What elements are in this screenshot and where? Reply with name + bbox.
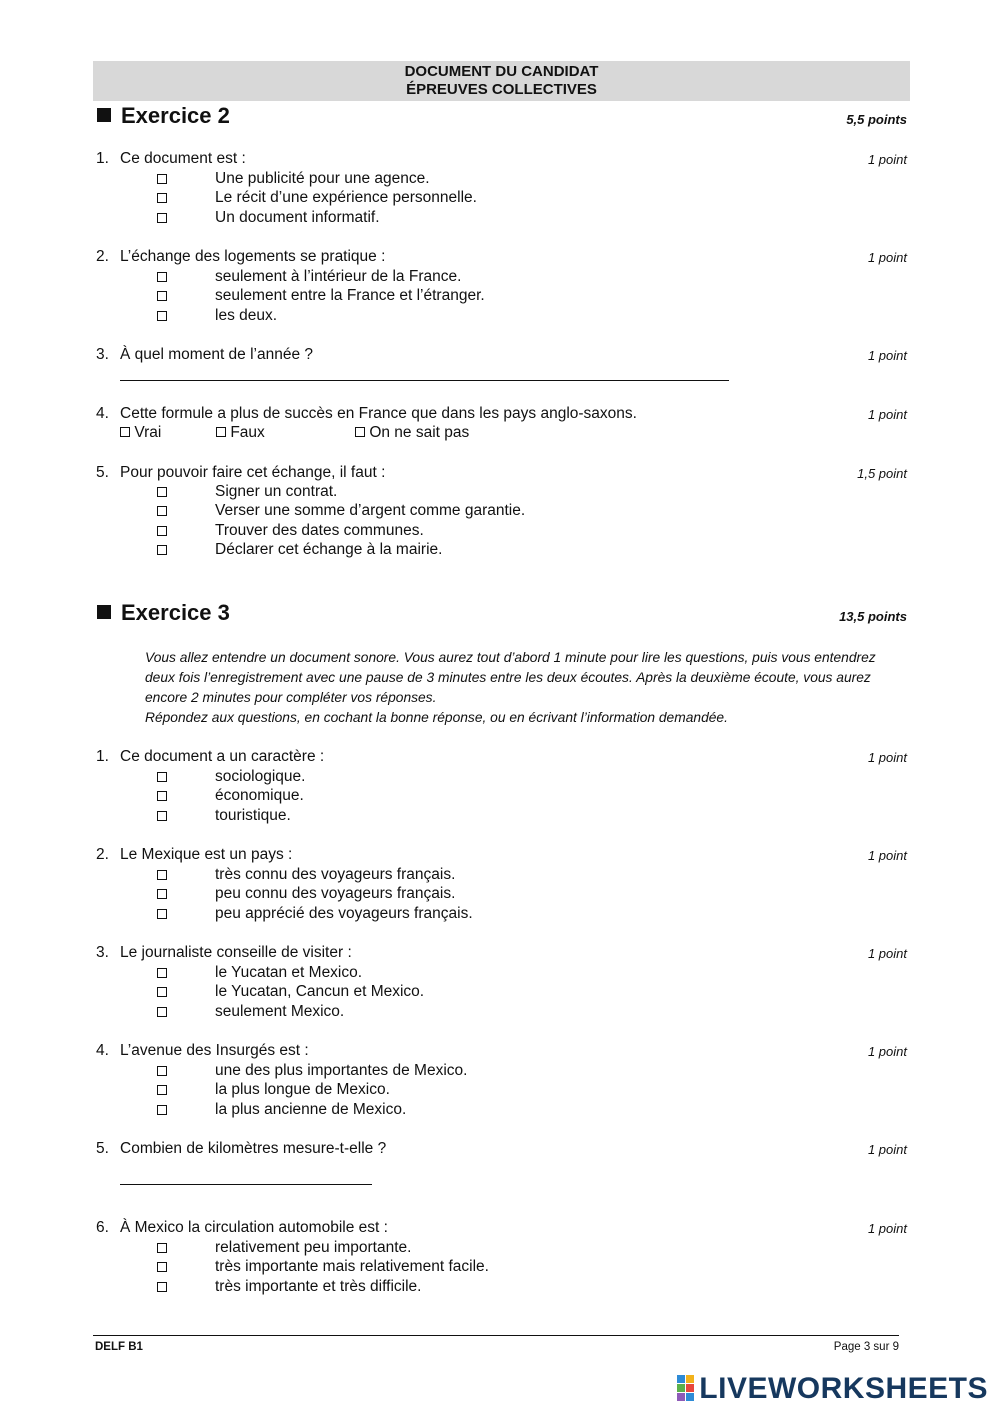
exercise-2-points: 5,5 points bbox=[846, 112, 907, 127]
checkbox[interactable] bbox=[157, 545, 167, 555]
checkbox[interactable] bbox=[157, 291, 167, 301]
ex2-question-1: 1. Ce document est : bbox=[96, 150, 246, 167]
ex2-question-4: 4. Cette formule a plus de succès en France que dans les pays anglo-saxons. bbox=[96, 405, 637, 422]
ex2-q5-option-2[interactable]: Verser une somme d’argent comme garantie. bbox=[0, 501, 1000, 521]
ex3-q4-option-1[interactable]: une des plus importantes de Mexico. bbox=[0, 1061, 1000, 1081]
ex3-question-4: 4. L’avenue des Insurgés est : bbox=[96, 1042, 309, 1059]
footer-rule bbox=[93, 1335, 899, 1336]
ex2-q1-points: 1 point bbox=[867, 152, 907, 167]
ex3-question-3: 3. Le journaliste conseille de visiter : bbox=[96, 944, 352, 961]
square-bullet-icon bbox=[97, 108, 111, 122]
document-header bbox=[93, 61, 910, 101]
ex2-q5-option-3[interactable]: Trouver des dates communes. bbox=[0, 521, 1000, 541]
ex3-q1-option-3[interactable]: touristique. bbox=[0, 806, 1000, 826]
ex2-q2-option-2[interactable]: seulement entre la France et l’étranger. bbox=[0, 286, 1000, 306]
ex2-q3-answer-line[interactable] bbox=[120, 380, 729, 381]
checkbox[interactable] bbox=[157, 889, 167, 899]
ex2-q3-points: 1 point bbox=[867, 348, 907, 363]
checkbox[interactable] bbox=[157, 968, 167, 978]
ex3-q2-option-1[interactable]: très connu des voyageurs français. bbox=[0, 865, 1000, 885]
checkbox[interactable] bbox=[157, 174, 167, 184]
ex3-q6-points: 1 point bbox=[867, 1221, 907, 1236]
ex2-q5-option-1[interactable]: Signer un contrat. bbox=[0, 482, 1000, 502]
ex3-q5-answer-line[interactable] bbox=[120, 1184, 372, 1185]
ex2-q1-option-2[interactable]: Le récit d’une expérience personnelle. bbox=[0, 188, 1000, 208]
checkbox[interactable] bbox=[157, 1105, 167, 1115]
checkbox[interactable] bbox=[157, 811, 167, 821]
ex2-q2-points: 1 point bbox=[867, 250, 907, 265]
ex3-q3-option-2[interactable]: le Yucatan, Cancun et Mexico. bbox=[0, 982, 1000, 1002]
exercise-3-instructions: Vous allez entendre un document sonore. Vous aurez tout d’abord 1 minute pour lire les questions, puis vous entendrez deux fois l’enregistrement avec une pause de 3 minutes entre les deux écoutes. Après la deuxième écoute, vous aurez encore 2 minutes pour compléter vos réponses. Répondez aux questions, en cochant la bonne réponse, ou en écrivant l’information demandée. bbox=[145, 650, 876, 725]
checkbox[interactable] bbox=[157, 1085, 167, 1095]
ex3-question-6: 6. À Mexico la circulation automobile est : bbox=[96, 1219, 388, 1236]
ex3-q1-option-2[interactable]: économique. bbox=[0, 786, 1000, 806]
ex2-q5-option-4[interactable]: Déclarer cet échange à la mairie. bbox=[0, 540, 1000, 560]
ex2-q2-option-1[interactable]: seulement à l’intérieur de la France. bbox=[0, 267, 1000, 287]
ex3-question-2: 2. Le Mexique est un pays : bbox=[96, 846, 293, 863]
checkbox[interactable] bbox=[157, 1262, 167, 1272]
ex3-q3-option-1[interactable]: le Yucatan et Mexico. bbox=[0, 963, 1000, 983]
checkbox[interactable] bbox=[157, 1243, 167, 1253]
checkbox[interactable] bbox=[157, 1007, 167, 1017]
ex3-q2-points: 1 point bbox=[867, 848, 907, 863]
checkbox[interactable] bbox=[120, 427, 130, 437]
checkbox[interactable] bbox=[157, 1282, 167, 1292]
checkbox[interactable] bbox=[157, 506, 167, 516]
ex2-q4-option-vrai[interactable]: Vrai bbox=[120, 423, 161, 443]
ex2-q4-option-faux[interactable]: Faux bbox=[216, 423, 265, 443]
checkbox[interactable] bbox=[157, 772, 167, 782]
ex2-q4-points: 1 point bbox=[867, 407, 907, 422]
exercise-3-title: Exercice 3 bbox=[97, 600, 230, 626]
checkbox[interactable] bbox=[216, 427, 226, 437]
ex2-q4-option-on-ne-sait-pas[interactable]: On ne sait pas bbox=[355, 423, 469, 443]
header-line-2: ÉPREUVES COLLECTIVES bbox=[406, 81, 597, 98]
ex2-q2-option-3[interactable]: les deux. bbox=[0, 306, 1000, 326]
ex3-q1-points: 1 point bbox=[867, 750, 907, 765]
ex3-q5-points: 1 point bbox=[867, 1142, 907, 1157]
liveworksheets-logo: LIVEWORKSHEETS bbox=[677, 1372, 988, 1406]
checkbox[interactable] bbox=[157, 1066, 167, 1076]
checkbox[interactable] bbox=[157, 909, 167, 919]
checkbox[interactable] bbox=[355, 427, 365, 437]
checkbox[interactable] bbox=[157, 311, 167, 321]
ex3-question-1: 1. Ce document a un caractère : bbox=[96, 748, 325, 765]
checkbox[interactable] bbox=[157, 526, 167, 536]
ex3-q2-option-3[interactable]: peu apprécié des voyageurs français. bbox=[0, 904, 1000, 924]
square-bullet-icon bbox=[97, 605, 111, 619]
footer-exam-label: DELF B1 bbox=[95, 1341, 143, 1353]
ex3-q4-option-2[interactable]: la plus longue de Mexico. bbox=[0, 1080, 1000, 1100]
ex3-q6-option-3[interactable]: très importante et très difficile. bbox=[0, 1277, 1000, 1297]
exercise-2-title: Exercice 2 bbox=[97, 103, 230, 129]
checkbox[interactable] bbox=[157, 272, 167, 282]
ex3-question-5: 5. Combien de kilomètres mesure-t-elle ? bbox=[96, 1140, 387, 1157]
footer-page-number: Page 3 sur 9 bbox=[833, 1341, 899, 1353]
ex2-q1-option-3[interactable]: Un document informatif. bbox=[0, 208, 1000, 228]
ex3-q3-points: 1 point bbox=[867, 946, 907, 961]
checkbox[interactable] bbox=[157, 487, 167, 497]
ex3-q1-option-1[interactable]: sociologique. bbox=[0, 767, 1000, 787]
ex3-q3-option-3[interactable]: seulement Mexico. bbox=[0, 1002, 1000, 1022]
checkbox[interactable] bbox=[157, 870, 167, 880]
liveworksheets-logo-icon bbox=[677, 1375, 695, 1401]
ex2-question-3: 3. À quel moment de l’année ? bbox=[96, 346, 314, 363]
ex3-q2-option-2[interactable]: peu connu des voyageurs français. bbox=[0, 884, 1000, 904]
checkbox[interactable] bbox=[157, 791, 167, 801]
ex2-question-5: 5. Pour pouvoir faire cet échange, il faut : bbox=[96, 464, 386, 481]
ex3-q4-option-3[interactable]: la plus ancienne de Mexico. bbox=[0, 1100, 1000, 1120]
ex2-q1-option-1[interactable]: Une publicité pour une agence. bbox=[0, 169, 1000, 189]
ex2-q5-points: 1,5 point bbox=[857, 466, 907, 481]
checkbox[interactable] bbox=[157, 193, 167, 203]
ex3-q6-option-1[interactable]: relativement peu importante. bbox=[0, 1238, 1000, 1258]
header-line-1: DOCUMENT DU CANDIDAT bbox=[404, 63, 599, 80]
checkbox[interactable] bbox=[157, 213, 167, 223]
ex3-q4-points: 1 point bbox=[867, 1044, 907, 1059]
ex2-question-2: 2. L’échange des logements se pratique : bbox=[96, 248, 386, 265]
ex3-q6-option-2[interactable]: très importante mais relativement facile. bbox=[0, 1257, 1000, 1277]
exercise-3-points: 13,5 points bbox=[839, 609, 907, 624]
checkbox[interactable] bbox=[157, 987, 167, 997]
